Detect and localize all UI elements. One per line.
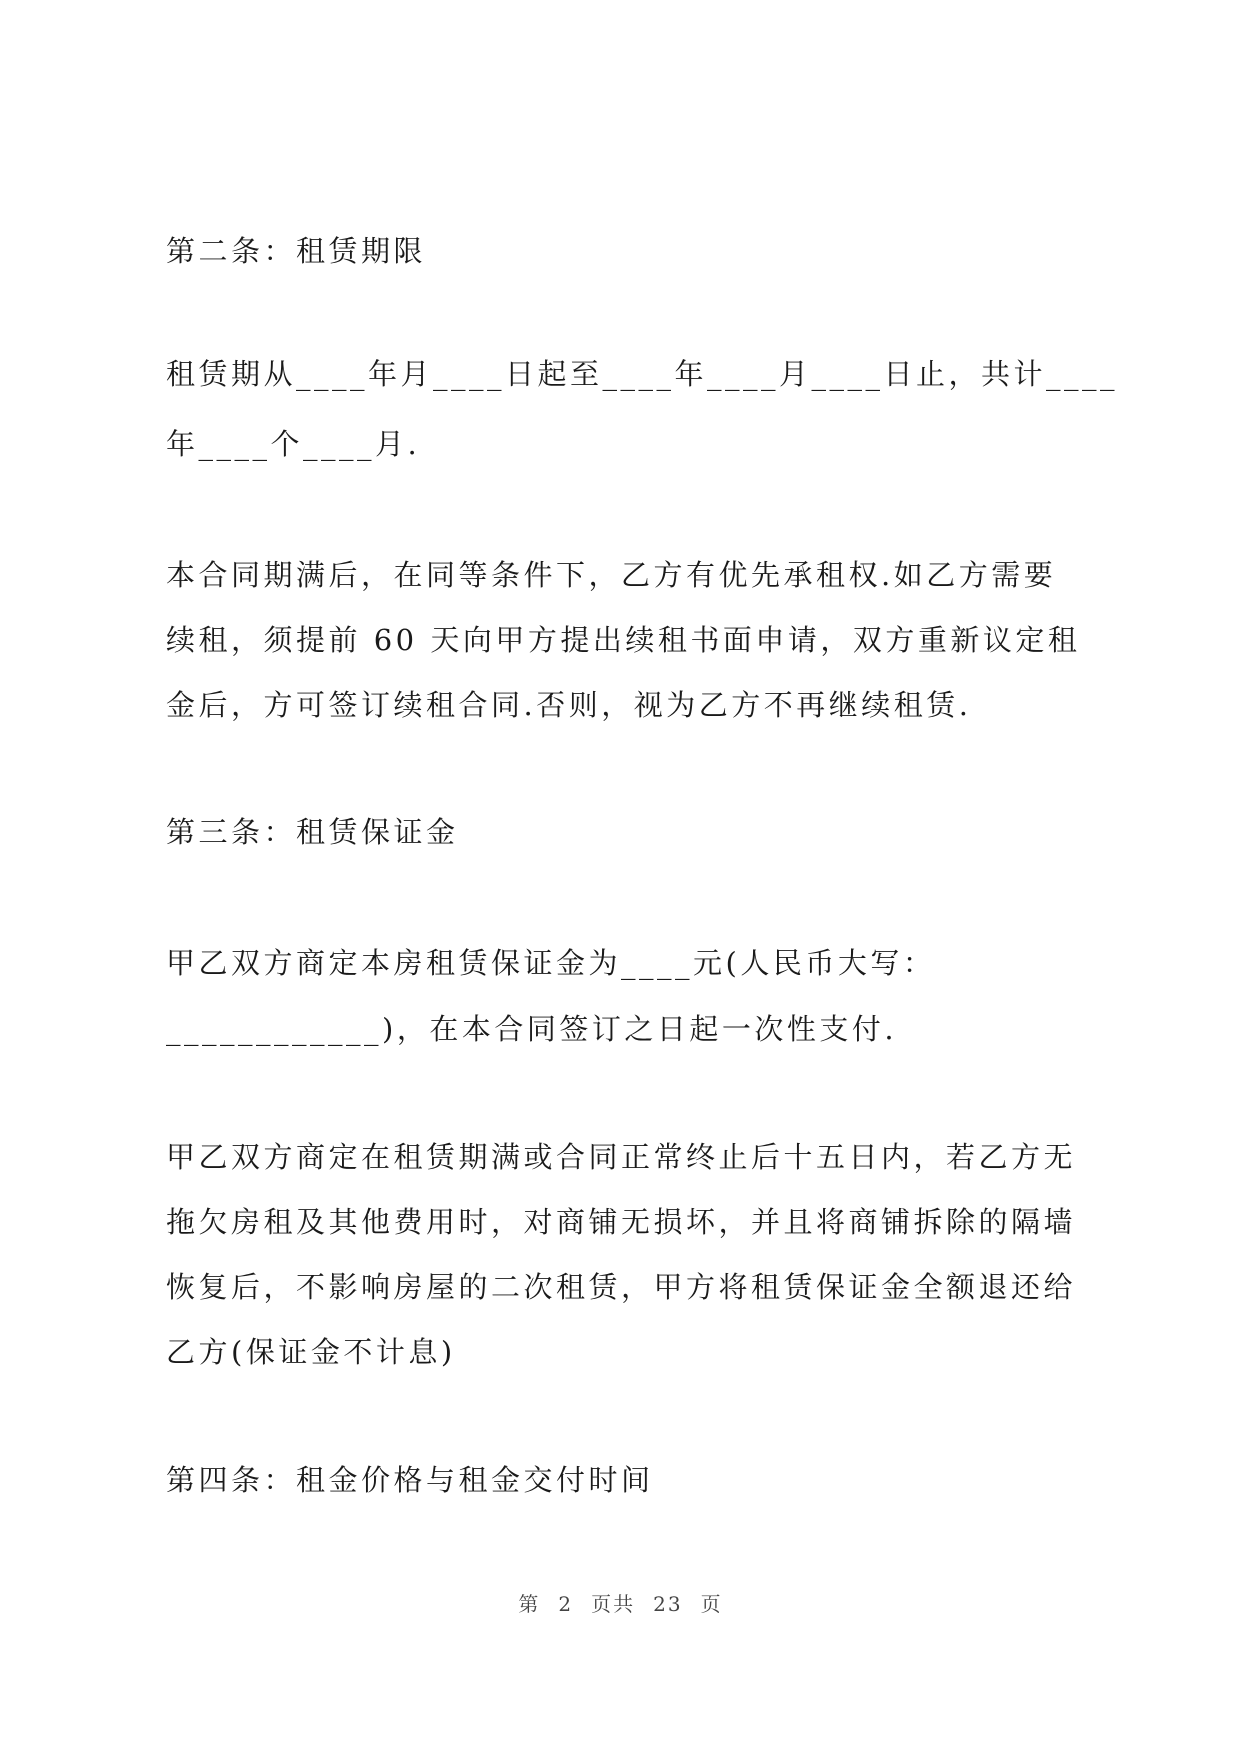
section-heading-deposit: 第三条：租赁保证金 xyxy=(166,815,459,849)
paragraph-line: 租赁期从____年月____日起至____年____月____日止，共计____ xyxy=(166,357,1119,391)
paragraph-line: 甲乙双方商定在租赁期满或合同正常终止后十五日内，若乙方无 xyxy=(166,1140,1077,1174)
page-label-suffix: 页 xyxy=(700,1592,723,1616)
paragraph-line: 年____个____月. xyxy=(166,427,421,461)
page-label-mid: 页共 xyxy=(591,1592,636,1616)
page-footer xyxy=(0,1588,1241,1617)
paragraph-line: 恢复后，不影响房屋的二次租赁，甲方将租赁保证金全额退还给 xyxy=(166,1270,1077,1304)
section-heading-rent-price: 第四条：租金价格与租金交付时间 xyxy=(166,1463,654,1497)
total-pages-number: 23 xyxy=(653,1592,683,1616)
paragraph-line: 续租，须提前 60 天向甲方提出续租书面申请，双方重新议定租 xyxy=(166,623,1081,657)
paragraph-line: 金后，方可签订续租合同.否则，视为乙方不再继续租赁. xyxy=(166,688,972,722)
paragraph-line: 本合同期满后，在同等条件下，乙方有优先承租权.如乙方需要 xyxy=(166,558,1057,592)
section-heading-lease-term: 第二条：租赁期限 xyxy=(166,234,427,268)
current-page-number: 2 xyxy=(558,1592,574,1616)
paragraph-line: 甲乙双方商定本房租赁保证金为____元(人民币大写： xyxy=(166,946,936,980)
paragraph-line: 乙方(保证金不计息) xyxy=(166,1335,456,1369)
page-label-prefix: 第 xyxy=(518,1592,541,1616)
paragraph-line: ____________)，在本合同签订之日起一次性支付. xyxy=(166,1012,898,1046)
paragraph-line: 拖欠房租及其他费用时，对商铺无损坏，并且将商铺拆除的隔墙 xyxy=(166,1205,1077,1239)
